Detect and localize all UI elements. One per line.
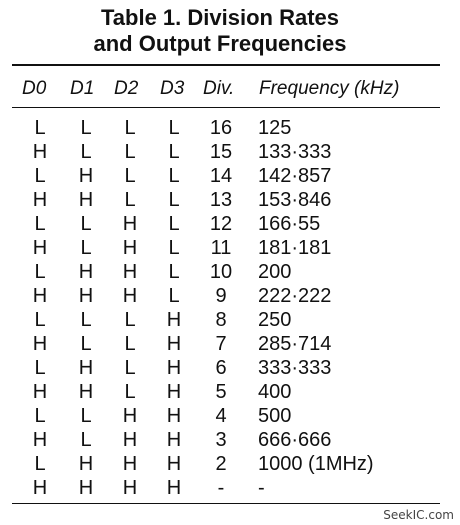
cell-div: 13: [209, 189, 233, 211]
cell-d1: H: [78, 381, 94, 403]
cell-div: 10: [209, 261, 233, 283]
cell-div: 4: [215, 405, 227, 427]
cell-d2: H: [122, 261, 138, 283]
cell-frequency: 285·714: [258, 333, 332, 355]
cell-d0: H: [32, 381, 48, 403]
cell-d2: H: [122, 477, 138, 499]
cell-d1: L: [80, 213, 92, 235]
cell-d3: L: [168, 117, 180, 139]
cell-d0: L: [34, 261, 46, 283]
cell-frequency: 500: [258, 405, 292, 427]
header-frequency: Frequency (kHz): [259, 78, 400, 99]
cell-d1: H: [78, 189, 94, 211]
cell-div: 2: [215, 453, 227, 475]
cell-d1: L: [80, 333, 92, 355]
cell-d3: L: [168, 213, 180, 235]
table-title-line-2: and Output Frequencies: [93, 31, 347, 56]
cell-d2: H: [122, 237, 138, 259]
bottom-rule: [12, 503, 440, 504]
header-div: Div.: [203, 78, 235, 99]
cell-d1: L: [80, 117, 92, 139]
cell-d3: L: [168, 261, 180, 283]
cell-d2: L: [124, 309, 136, 331]
cell-d1: H: [78, 357, 94, 379]
cell-d0: L: [34, 165, 46, 187]
cell-d0: L: [34, 117, 46, 139]
cell-frequency: -: [258, 477, 265, 499]
cell-frequency: 200: [258, 261, 292, 283]
cell-frequency: 166·55: [258, 213, 321, 235]
cell-d0: L: [34, 213, 46, 235]
cell-div: 14: [209, 165, 233, 187]
cell-d0: H: [32, 477, 48, 499]
cell-d0: H: [32, 285, 48, 307]
cell-d3: H: [166, 429, 182, 451]
cell-d2: H: [122, 453, 138, 475]
cell-d1: L: [80, 405, 92, 427]
cell-frequency: 400: [258, 381, 292, 403]
cell-d1: L: [80, 309, 92, 331]
table-title: [0, 5, 440, 57]
cell-d2: L: [124, 381, 136, 403]
cell-d0: L: [34, 357, 46, 379]
cell-frequency: 133·333: [258, 141, 332, 163]
cell-d2: H: [122, 285, 138, 307]
cell-d2: L: [124, 357, 136, 379]
cell-div: 16: [209, 117, 233, 139]
cell-d0: H: [32, 189, 48, 211]
cell-d1: L: [80, 429, 92, 451]
cell-d0: H: [32, 429, 48, 451]
cell-div: 7: [215, 333, 227, 355]
cell-frequency: 250: [258, 309, 292, 331]
top-rule: [12, 64, 440, 66]
cell-d3: H: [166, 357, 182, 379]
cell-d2: L: [124, 333, 136, 355]
cell-div: 9: [215, 285, 227, 307]
cell-frequency: 125: [258, 117, 292, 139]
cell-div: 6: [215, 357, 227, 379]
cell-d3: L: [168, 141, 180, 163]
cell-div: 8: [215, 309, 227, 331]
cell-d1: H: [78, 165, 94, 187]
header-d3: D3: [160, 78, 185, 99]
cell-d0: L: [34, 309, 46, 331]
cell-d0: L: [34, 405, 46, 427]
header-d1: D1: [70, 78, 95, 99]
cell-d1: H: [78, 453, 94, 475]
cell-d1: H: [78, 477, 94, 499]
watermark: SeekIC.com: [383, 508, 454, 522]
cell-d2: L: [124, 165, 136, 187]
cell-d2: L: [124, 117, 136, 139]
cell-d0: L: [34, 453, 46, 475]
header-d0: D0: [22, 78, 47, 99]
cell-d2: L: [124, 141, 136, 163]
header-d2: D2: [114, 78, 139, 99]
cell-frequency: 333·333: [258, 357, 332, 379]
cell-d3: H: [166, 405, 182, 427]
cell-d2: H: [122, 429, 138, 451]
cell-d3: H: [166, 333, 182, 355]
cell-div: 15: [209, 141, 233, 163]
cell-d0: H: [32, 333, 48, 355]
cell-d0: H: [32, 141, 48, 163]
cell-d1: L: [80, 237, 92, 259]
cell-div: 12: [209, 213, 233, 235]
cell-d1: H: [78, 285, 94, 307]
cell-d3: L: [168, 237, 180, 259]
cell-d3: H: [166, 309, 182, 331]
header-rule: [12, 107, 440, 108]
cell-d2: L: [124, 189, 136, 211]
cell-d0: H: [32, 237, 48, 259]
cell-d2: H: [122, 213, 138, 235]
cell-frequency: 153·846: [258, 189, 332, 211]
cell-div: 11: [210, 237, 232, 259]
cell-d3: L: [168, 189, 180, 211]
cell-frequency: 666·666: [258, 429, 332, 451]
cell-frequency: 1000 (1MHz): [258, 453, 374, 475]
cell-d3: L: [168, 285, 180, 307]
cell-frequency: 181·181: [258, 237, 332, 259]
cell-div: 3: [215, 429, 227, 451]
cell-d3: H: [166, 381, 182, 403]
cell-d3: H: [166, 477, 182, 499]
cell-d1: L: [80, 141, 92, 163]
table-title-line-1: Table 1. Division Rates: [100, 5, 339, 30]
cell-frequency: 222·222: [258, 285, 332, 307]
cell-frequency: 142·857: [258, 165, 332, 187]
cell-div: 5: [215, 381, 227, 403]
cell-d1: H: [78, 261, 94, 283]
cell-div: -: [217, 477, 225, 499]
cell-d2: H: [122, 405, 138, 427]
cell-d3: H: [166, 453, 182, 475]
cell-d3: L: [168, 165, 180, 187]
